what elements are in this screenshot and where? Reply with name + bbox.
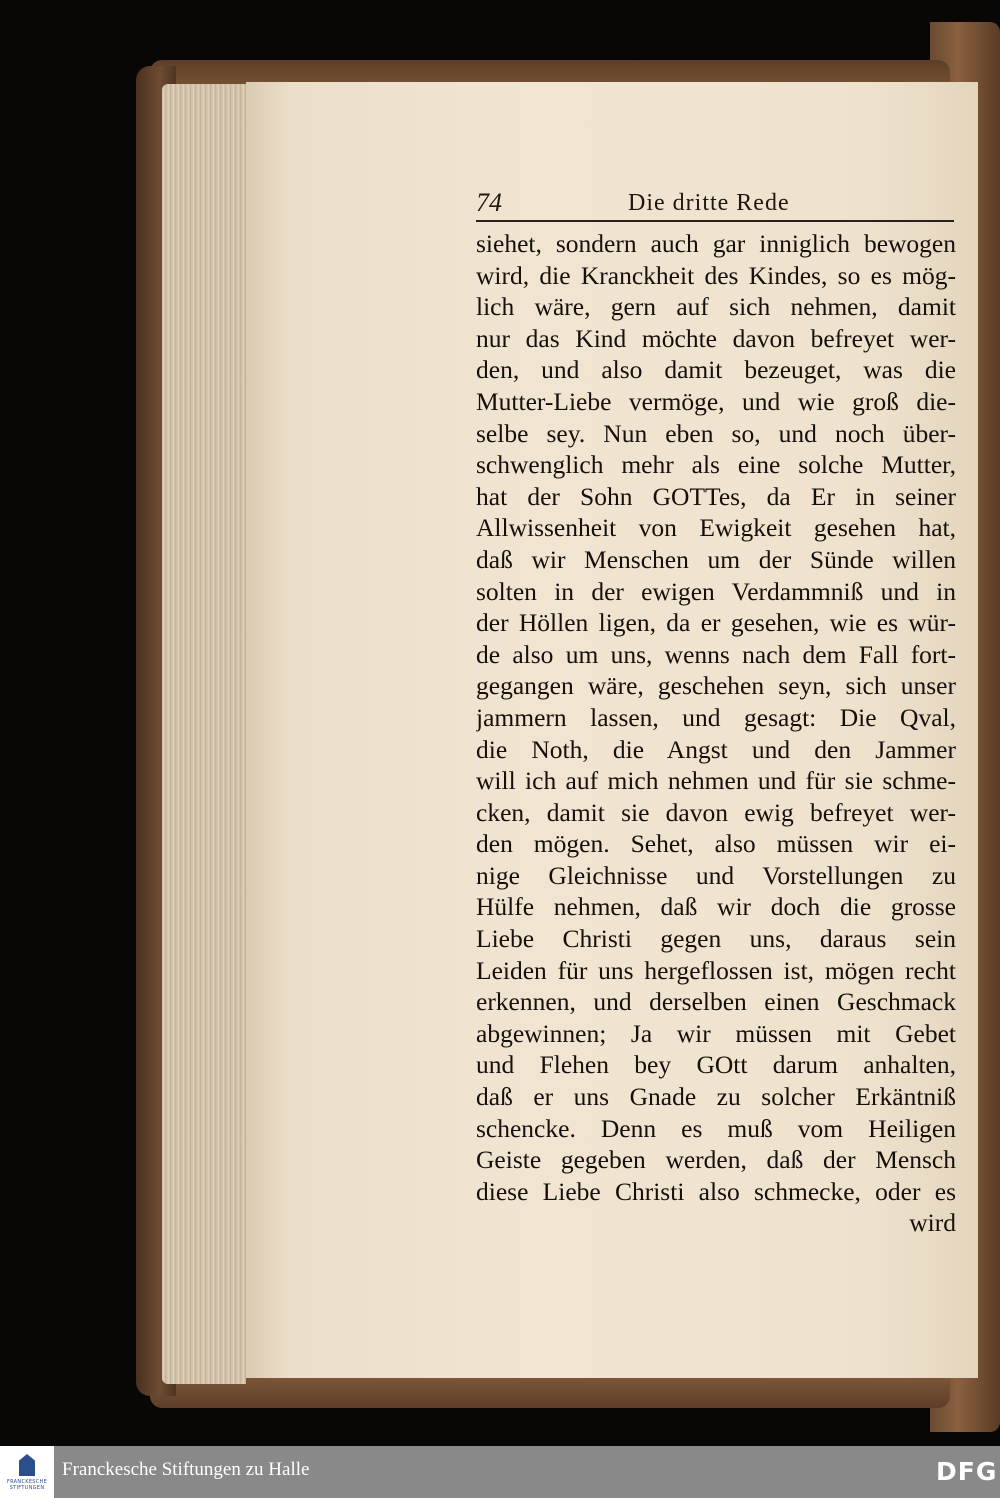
logo-text: FRANCKESCHE STIFTUNGEN bbox=[6, 1479, 48, 1491]
text-line: jammern lassen, und gesagt: Die Qval, bbox=[476, 702, 956, 732]
page-number: 74 bbox=[476, 188, 502, 217]
francke-foundation-logo-icon bbox=[19, 1454, 35, 1476]
running-head: Die dritte Rede bbox=[628, 190, 790, 216]
text-line: erkennen, und derselben einen Geschmack bbox=[476, 987, 956, 1017]
text-line: schencke. Denn es muß vom Heiligen bbox=[476, 1113, 956, 1143]
institution-name[interactable]: Franckesche Stiftungen zu Halle bbox=[62, 1459, 310, 1480]
text-line: der Höllen ligen, da er gesehen, wie es wür- bbox=[476, 608, 956, 638]
text-line: den, und also damit bezeuget, was die bbox=[476, 355, 956, 385]
text-line: wird, die Kranckheit des Kindes, so es mög- bbox=[476, 260, 956, 290]
catchword: wird bbox=[909, 1208, 956, 1238]
body-text bbox=[476, 228, 956, 1239]
text-line: den mögen. Sehet, also müssen wir ei- bbox=[476, 829, 956, 859]
text-line: Liebe Christi gegen uns, daraus sein bbox=[476, 924, 956, 954]
text-line: Hülfe nehmen, daß wir doch die grosse bbox=[476, 892, 956, 922]
text-line: und Flehen bey GOtt darum anhalten, bbox=[476, 1050, 956, 1080]
dfg-logo[interactable]: DFG bbox=[936, 1457, 998, 1486]
page-header bbox=[476, 186, 954, 222]
text-line: nur das Kind möchte davon befreyet wer- bbox=[476, 323, 956, 353]
text-line: gegangen wäre, geschehen seyn, sich unser bbox=[476, 671, 956, 701]
text-line: nige Gleichnisse und Vorstellungen zu bbox=[476, 860, 956, 890]
text-line: schwenglich mehr als eine solche Mutter, bbox=[476, 450, 956, 480]
text-line: de also um uns, wenns nach dem Fall fort- bbox=[476, 639, 956, 669]
text-line: selbe sey. Nun eben so, und noch über- bbox=[476, 418, 956, 448]
text-line: daß wir Menschen um der Sünde willen bbox=[476, 544, 956, 574]
text-line: cken, damit sie davon ewig befreyet wer- bbox=[476, 797, 956, 827]
text-line: diese Liebe Christi also schmecke, oder es bbox=[476, 1176, 956, 1206]
text-line: Leiden für uns hergeflossen ist, mögen recht bbox=[476, 955, 956, 985]
text-line: Geiste gegeben werden, daß der Mensch bbox=[476, 1145, 956, 1175]
viewer-footer bbox=[0, 1446, 1000, 1498]
book-cover-bottom-edge bbox=[150, 1378, 950, 1408]
text-line: Allwissenheit von Ewigkeit gesehen hat, bbox=[476, 513, 956, 543]
text-line: hat der Sohn GOTTes, da Er in seiner bbox=[476, 481, 956, 511]
page-edges bbox=[162, 84, 246, 1384]
text-line: daß er uns Gnade zu solcher Erkäntniß bbox=[476, 1082, 956, 1112]
text-line: Mutter-Liebe vermöge, und wie groß die- bbox=[476, 386, 956, 416]
text-line: lich wäre, gern auf sich nehmen, damit bbox=[476, 292, 956, 322]
text-line: abgewinnen; Ja wir müssen mit Gebet bbox=[476, 1018, 956, 1048]
text-line: will ich auf mich nehmen und für sie schme- bbox=[476, 766, 956, 796]
institution-logo[interactable] bbox=[0, 1446, 54, 1498]
text-line: siehet, sondern auch gar inniglich bewogen bbox=[476, 229, 956, 258]
text-line: solten in der ewigen Verdammniß und in bbox=[476, 576, 956, 606]
text-line: die Noth, die Angst und den Jammer bbox=[476, 734, 956, 764]
